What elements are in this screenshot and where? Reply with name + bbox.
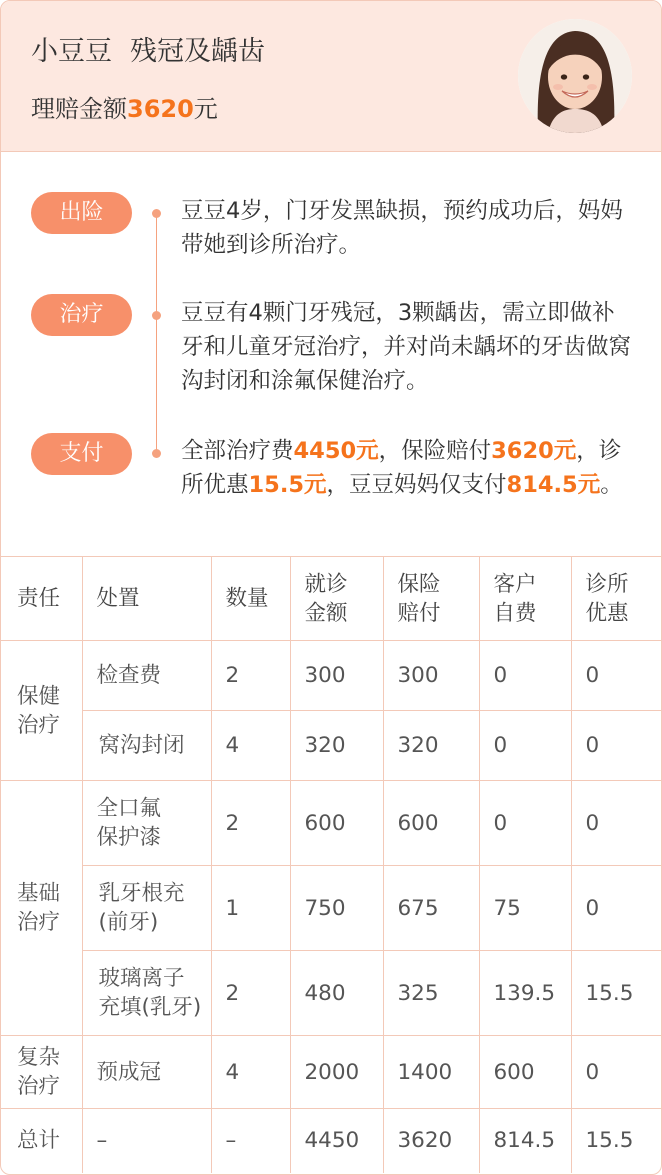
table-cell: 窝沟封闭	[82, 711, 211, 781]
tag-treatment: 治疗	[31, 294, 132, 336]
table-cell: 600	[479, 1036, 571, 1109]
table-cell: 4450	[290, 1109, 383, 1173]
table-row	[1, 711, 661, 781]
table-cell: 15.5	[571, 1109, 661, 1173]
table-cell: 4	[211, 711, 290, 781]
timeline-line	[156, 213, 157, 453]
table-cell: 2	[211, 781, 290, 866]
table-cell: 0	[571, 866, 661, 951]
col-header-treatment: 处置	[82, 557, 211, 641]
col-header-quantity: 数量	[211, 557, 290, 641]
child-avatar	[518, 19, 632, 133]
col-header-self-paid: 客户 自费	[479, 557, 571, 641]
table-cell: 2	[211, 951, 290, 1036]
table-cell: 0	[571, 1036, 661, 1109]
table-cell: 1400	[383, 1036, 479, 1109]
total-fee-value: 4450元	[293, 438, 379, 464]
table-cell: 320	[290, 711, 383, 781]
payment-text-part: ，保险赔付	[378, 438, 492, 464]
col-header-visit-amount: 就诊 金额	[290, 557, 383, 641]
table-cell: 15.5	[571, 951, 661, 1036]
table-cell: 600	[383, 781, 479, 866]
table-row	[1, 781, 661, 866]
table-cell: 480	[290, 951, 383, 1036]
group-label: 保健 治疗	[1, 641, 82, 781]
table-row	[1, 1036, 661, 1109]
payment-text-part: 全部治疗费	[181, 438, 294, 464]
timeline-dot	[152, 449, 161, 458]
table-cell: 0	[571, 781, 661, 866]
payment-text-part: 。	[600, 472, 623, 498]
insurance-paid-value: 3620元	[491, 438, 577, 464]
payment-text	[181, 434, 636, 502]
table-cell: 0	[479, 781, 571, 866]
payment-text-part: ，豆豆妈妈仅支付	[326, 472, 507, 498]
case-title	[31, 29, 265, 68]
table-cell: 0	[571, 641, 661, 711]
table-cell: 300	[383, 641, 479, 711]
table-cell: –	[211, 1109, 290, 1173]
table-cell: 全口氟 保护漆	[82, 781, 211, 866]
table-cell: 预成冠	[82, 1036, 211, 1109]
table-cell: 检查费	[82, 641, 211, 711]
table-cell: 4	[211, 1036, 290, 1109]
claim-amount: 3620	[127, 95, 194, 123]
col-header-insurance-paid: 保险 赔付	[383, 557, 479, 641]
table-cell: 0	[479, 641, 571, 711]
table-cell: 2000	[290, 1036, 383, 1109]
table-cell: 139.5	[479, 951, 571, 1036]
table-cell: –	[82, 1109, 211, 1173]
table-cell: 675	[383, 866, 479, 951]
timeline-dot	[152, 311, 161, 320]
table-cell: 325	[383, 951, 479, 1036]
claim-amount-line	[31, 89, 218, 124]
table-cell: 600	[290, 781, 383, 866]
tag-payment: 支付	[31, 433, 132, 475]
timeline-dot	[152, 209, 161, 218]
table-cell: 0	[479, 711, 571, 781]
table-cell: 3620	[383, 1109, 479, 1173]
group-label: 基础 治疗	[1, 781, 82, 1036]
table-cell: 75	[479, 866, 571, 951]
group-label: 复杂 治疗	[1, 1036, 82, 1109]
table-cell: 300	[290, 641, 383, 711]
patient-name: 小豆豆	[31, 36, 112, 67]
table-cell: 814.5	[479, 1109, 571, 1173]
col-header-responsibility: 责任	[1, 557, 82, 641]
tag-incident: 出险	[31, 192, 132, 234]
clinic-discount-value: 15.5元	[248, 472, 327, 498]
table-cell: 乳牙根充 (前牙)	[82, 866, 211, 951]
table-cell: 1	[211, 866, 290, 951]
table-cell: 玻璃离子 充填(乳牙)	[82, 951, 211, 1036]
table-row	[1, 866, 661, 951]
table-cell: 2	[211, 641, 290, 711]
incident-text: 豆豆4岁，门牙发黑缺损，预约成功后，妈妈带她到诊所治疗。	[181, 198, 623, 258]
case-header	[1, 1, 661, 152]
table-cell: 0	[571, 711, 661, 781]
claim-label: 理赔金额	[31, 95, 127, 123]
claim-detail-table	[1, 556, 661, 1173]
payment-text-part: ，诊所优惠	[181, 438, 622, 498]
claim-unit: 元	[193, 95, 218, 123]
table-row	[1, 951, 661, 1036]
col-header-clinic-discount: 诊所 优惠	[571, 557, 661, 641]
table-total-row	[1, 1109, 661, 1173]
treatment-text: 豆豆有4颗门牙残冠，3颗龋齿，需立即做补牙和儿童牙冠治疗，并对尚未龋坏的牙齿做窝沟封闭和涂氟保健治疗。	[181, 300, 632, 394]
table-row	[1, 641, 661, 711]
condition-title: 残冠及龋齿	[130, 36, 265, 67]
self-paid-value: 814.5元	[506, 472, 601, 498]
total-label: 总计	[1, 1109, 82, 1173]
table-cell: 750	[290, 866, 383, 951]
table-cell: 320	[383, 711, 479, 781]
table-header-row	[1, 557, 661, 641]
